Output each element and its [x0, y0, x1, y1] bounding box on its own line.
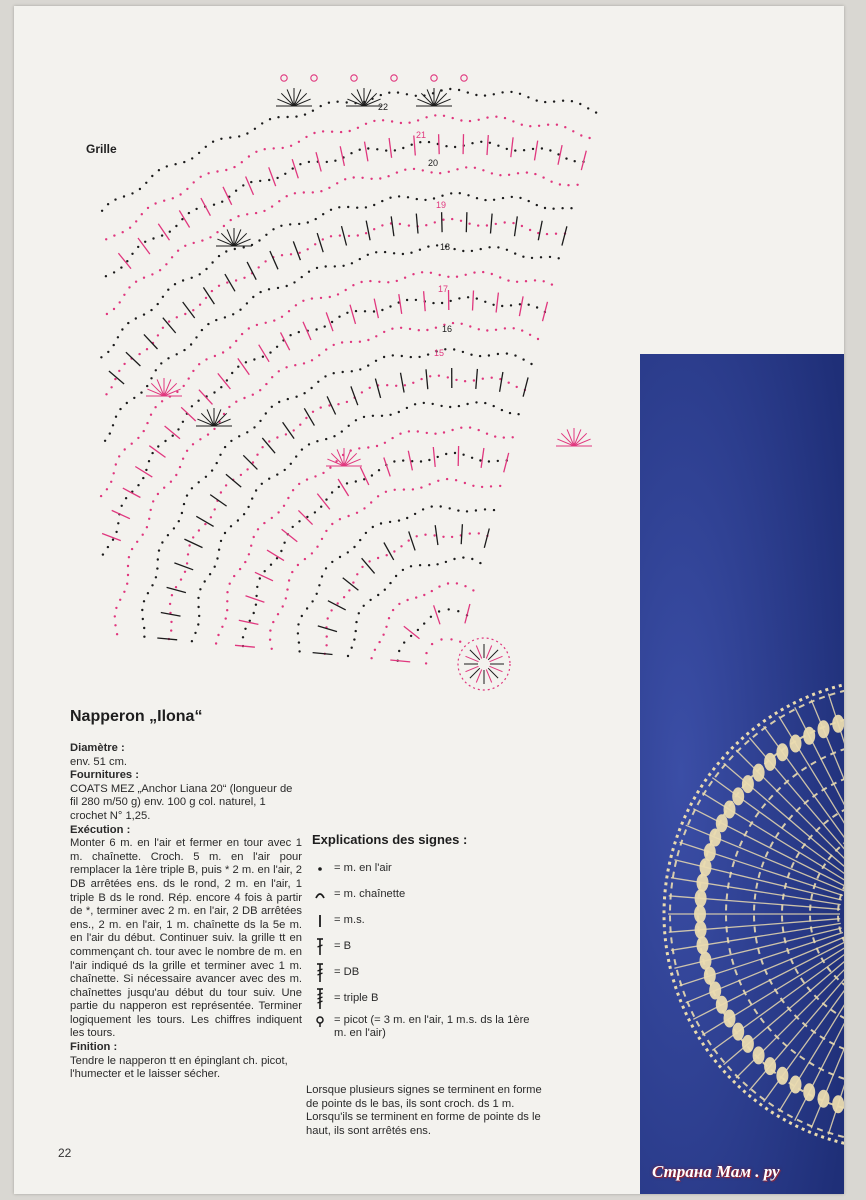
chain-dot-icon — [312, 858, 332, 880]
legend-label: = picot (= 3 m. en l'air, 1 m.s. ds la 1ère m. en l'air) — [334, 1014, 530, 1039]
legend-item — [312, 936, 542, 962]
round-number: 19 — [436, 200, 447, 210]
section-heading: Diamètre : — [70, 742, 125, 754]
double-crochet-icon — [312, 936, 332, 958]
legend-title: Explications des signes : — [312, 832, 468, 847]
watermark: Страна Мам . ру — [652, 1162, 780, 1181]
section-text: env. 51 cm. — [70, 755, 127, 768]
grille-label: Grille — [86, 142, 117, 156]
round-number: 22 — [378, 102, 389, 112]
doily-photo-graphic — [640, 354, 844, 1194]
round-number: 15 — [434, 348, 445, 358]
legend-item — [312, 962, 542, 988]
legend-item — [312, 884, 542, 910]
legend-label: = m. chaînette — [334, 888, 406, 900]
stitch-legend — [312, 858, 542, 1048]
slip-stitch-arc-icon — [312, 884, 332, 906]
section-heading: Fournitures : — [70, 769, 139, 782]
legend-label: = m. en l'air — [334, 862, 392, 874]
section-text: Tendre le napperon tt en épinglant ch. picot, l'humecter et le laisser sécher. — [70, 1054, 288, 1081]
legend-note: Lorsque plusieurs signes se terminent en forme de pointe ds le bas, ils sont croch. ds 1 m. Lorsqu'ils se terminent en forme de pointe ds le haut, ils sont arrêtés ens. — [306, 1084, 542, 1137]
section-text: COATS MEZ „Anchor Liana 20“ (longueur de fil 280 m/50 g) env. 100 g col. naturel, 1 crochet N° 1,25. — [70, 782, 293, 822]
legend-label: = B — [334, 940, 352, 952]
section-heading: Finition : — [70, 1041, 118, 1054]
doily-photo — [640, 354, 844, 1194]
pattern-title: Napperon „Ilona“ — [70, 708, 203, 725]
legend-label: = m.s. — [334, 914, 365, 926]
legend-item — [312, 988, 542, 1014]
legend-item — [312, 858, 542, 884]
round-number: 21 — [416, 130, 427, 140]
round-number: 20 — [428, 158, 439, 168]
round-number: 17 — [438, 284, 449, 294]
round-number: 18 — [440, 242, 451, 252]
legend-label: = DB — [334, 966, 360, 978]
legend-item — [312, 1014, 542, 1048]
page-number: 22 — [58, 1146, 72, 1160]
triple-treble-icon — [312, 988, 332, 1010]
section-text: Monter 6 m. en l'air et fermer en tour avec 1 m. chaînette. Croch. 5 m. en l'air pour remplacer la 1ère triple B, puis * 2 m. en l'air, 2 DB arrêtées ens. ds le rond, 2 m. en l'air, 1 triple B ds le rond. Rép. encore 4 fois à partir de *, terminer avec 2 m. en l'air, 2 DB arrêtées ens., 2 m. en l'air, 1 m. chaînette ds la 5e m. en l'air du début. Continuer suiv. la grille tt en commençant ch. tour avec le nombre de m. en l'air indiqué ds la grille et terminer avec 1 m. chaînette. Si nécessaire avancer avec des m. chaînettes jusqu'au début du tour suiv. Une partie du napperon est représentée. Terminer logiquement les tours. Les chiffres indiquent les tours. — [70, 837, 302, 1040]
round-number: 16 — [442, 324, 453, 334]
instructions-column — [70, 742, 302, 1082]
treble-crochet-icon — [312, 962, 332, 984]
picot-icon — [312, 1014, 332, 1036]
legend-label: = triple B — [334, 992, 379, 1004]
magazine-page — [14, 6, 844, 1194]
legend-item — [312, 910, 542, 936]
single-crochet-icon — [312, 910, 332, 932]
section-heading: Exécution : — [70, 823, 131, 836]
